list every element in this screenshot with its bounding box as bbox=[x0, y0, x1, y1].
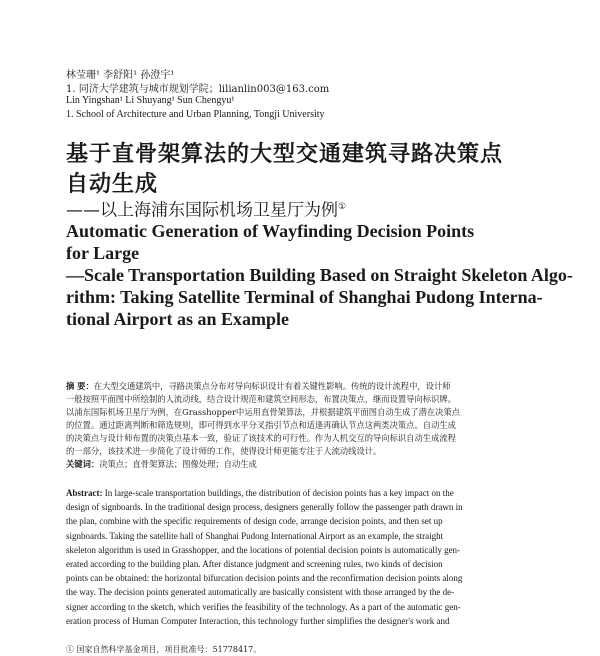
abstract-english-line: skeleton algorithm is used in Grasshopper, and the locations of potential decision points is automatically gen- bbox=[66, 544, 461, 555]
abstract-english-line: the plan, combine with the specific requirements of design code, arrange decision points, and then set up bbox=[66, 516, 443, 527]
abstract-english-line: points can be obtained: the horizontal bifurcation decision points and the reconfirmation decision points along bbox=[66, 573, 463, 584]
abstract-english-line: signboards. Taking the satellite hall of Shanghai Pudong International Airport as an example, the straight bbox=[66, 530, 444, 541]
title-english bbox=[66, 220, 573, 330]
title-chinese-line: 基于直骨架算法的大型交通建筑寻路决策点 bbox=[66, 142, 504, 167]
abstract-chinese-line: 的位置。通过距离判断和筛选规则，即可得到水平分叉指引节点和适逢再确认节点这两类决策点。自动生成 bbox=[66, 420, 456, 430]
abstract-english-line: erated according to the building plan. After distance judgment and screening rules, two kinds of decision bbox=[66, 559, 443, 570]
affiliation-chinese: 1. 同济大学建筑与城市规划学院；lilianlin003@163.com bbox=[66, 84, 330, 95]
abstract-english-line: signer according to the sketch, which verifies the feasibility of the technology. As a part of the automatic gen- bbox=[66, 601, 461, 612]
subtitle-chinese bbox=[66, 196, 346, 222]
abstract-chinese-line: 以浦东国际机场卫星厅为例，在Grasshopper中运用直骨架算法，并根据建筑平面图自动生成了潜在决策点 bbox=[66, 407, 461, 417]
abstract-chinese bbox=[66, 380, 546, 471]
abstract-chinese-line: 的一部分，该技术进一步简化了设计师的工作，使得设计师更能专注于人流动线设计。 bbox=[66, 446, 382, 456]
footnote: ① 国家自然科学基金项目，项目批准号：51778417。 bbox=[66, 645, 262, 654]
abstract-english-line: eration process of Human Computer Interaction, this technology further simplifies the designer's work and bbox=[66, 615, 450, 626]
abstract-english-text: In large-scale transportation buildings, the distribution of decision points has a key impact on the bbox=[104, 488, 454, 498]
abstract-chinese-line: 的决策点与设计师布置的决策点基本一致，验证了该技术的可行性。作为人机交互的导向标识自动生成流程 bbox=[66, 433, 456, 443]
abstract-english-label: Abstract: bbox=[66, 488, 103, 498]
abstract-chinese-text: 在大型交通建筑中，寻路决策点分布对导向标识设计有着关键性影响。传统的设计流程中，设计师 bbox=[93, 381, 451, 391]
title-english-line: —Scale Transportation Building Based on Straight Skeleton Algo- bbox=[66, 265, 573, 285]
keywords-chinese-text: 决策点；直骨架算法；图像处理；自动生成 bbox=[99, 459, 257, 469]
title-english-line: tional Airport as an Example bbox=[66, 309, 290, 329]
footnote-mark: ① bbox=[338, 202, 347, 212]
title-english-line: for Large bbox=[66, 243, 140, 263]
abstract-chinese-label: 摘 要： bbox=[66, 381, 94, 391]
keywords-chinese-label: 关键词： bbox=[66, 459, 100, 469]
title-chinese bbox=[66, 140, 546, 200]
subtitle-chinese-text: ——以上海浦东国际机场卫星厅为例 bbox=[66, 200, 338, 221]
keywords-chinese bbox=[66, 458, 546, 471]
title-chinese-line: 自动生成 bbox=[66, 172, 159, 197]
abstract-chinese-line: 一般按照平面图中所绘制的人流动线，结合设计规范和建筑空间形态，布置决策点，继而设置导向标识牌。 bbox=[66, 394, 456, 404]
title-english-line: rithm: Taking Satellite Terminal of Shanghai Pudong Interna- bbox=[66, 287, 543, 307]
abstract-english-line: the way. The decision points generated automatically are basically consistent with those arranged by the de- bbox=[66, 587, 455, 598]
abstract-english-line bbox=[66, 486, 546, 500]
abstract-english bbox=[66, 486, 546, 628]
abstract-english-line: design of signboards. In the traditional design process, designers generally follow the passenger path drawn in bbox=[66, 502, 463, 513]
affiliation-english: 1. School of Architecture and Urban Planning, Tongji University bbox=[66, 109, 325, 120]
authors-chinese: 林莹珊¹ 李舒阳¹ 孙澄宇¹ bbox=[66, 70, 175, 81]
authors-english: Lin Yingshan¹ Li Shuyang¹ Sun Chengyu¹ bbox=[66, 95, 235, 106]
title-english-line: Automatic Generation of Wayfinding Decision Points bbox=[66, 221, 475, 241]
abstract-chinese-line bbox=[66, 380, 546, 393]
